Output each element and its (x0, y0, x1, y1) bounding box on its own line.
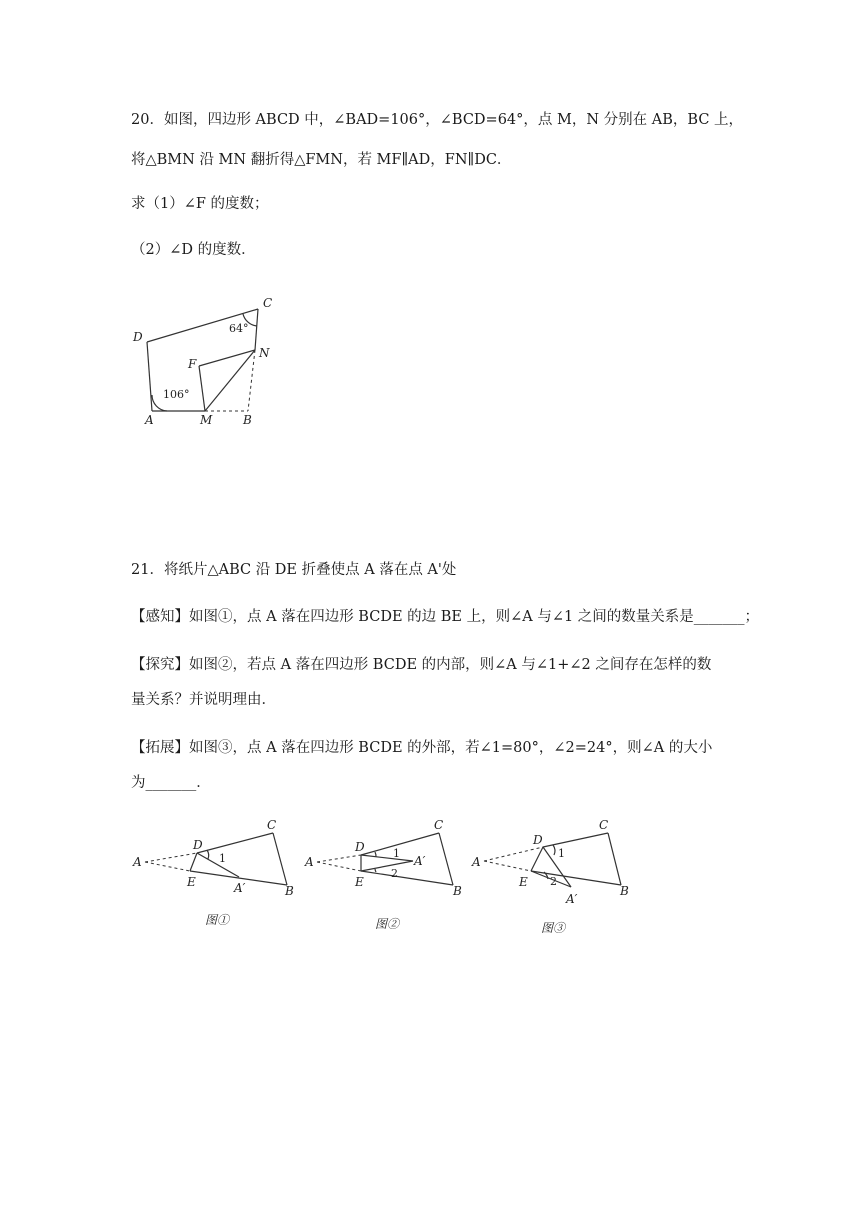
dashed-nb (248, 350, 255, 411)
q21-figure-1 (130, 815, 305, 940)
q20-line-4: （2）∠D 的度数． (131, 242, 256, 258)
fig1-angle-1: 1 (219, 852, 226, 865)
fig2-label-a-prime: A′ (414, 854, 426, 868)
angle-a-label: 106° (163, 388, 190, 401)
fig2-label-b: B (453, 884, 462, 898)
fig2-label-d: D (355, 840, 365, 854)
segment-fn (199, 350, 255, 366)
label-d: D (133, 330, 143, 344)
fig1-label-d: D (193, 838, 203, 852)
fig3-label-d: D (533, 833, 543, 847)
fig1-label-a-prime: A′ (234, 881, 246, 895)
q21-line-2: 【感知】如图①，点 A 落在四边形 BCDE 的边 BE 上，则∠A 与∠1 之间的数量关系是_______； (131, 609, 760, 625)
q21-figure-3 (468, 815, 643, 940)
fig3-angle-1: 1 (558, 847, 565, 860)
q21-line-4: 量关系？并说明理由． (131, 692, 276, 708)
fig3-angle-2: 2 (550, 875, 557, 888)
angle-c-label: 64° (229, 322, 249, 335)
q20-line-2: 将△BMN 沿 MN 翻折得△FMN，若 MF∥AD，FN∥DC． (131, 152, 512, 168)
label-f: F (188, 357, 197, 371)
segment-mn (205, 350, 255, 411)
q21-line-6: 为_______． (131, 775, 211, 791)
q21-figure-2 (300, 815, 475, 940)
fig3-label-c: C (599, 818, 609, 832)
fig1-label-a: A (133, 855, 142, 869)
q21-line-1: 21．将纸片△ABC 沿 DE 折叠使点 A 落在点 A'处 (131, 562, 457, 578)
label-c: C (263, 296, 273, 310)
fig3-label-e: E (519, 875, 528, 889)
q20-line-1: 20．如图，四边形 ABCD 中，∠BAD=106°，∠BCD=64°，点 M，N 分别在 AB，BC 上， (131, 112, 744, 128)
label-b: B (243, 413, 252, 427)
fig3-label-a-prime: A′ (566, 892, 578, 906)
fig2-caption: 图② (375, 917, 400, 931)
fig2-label-a: A (305, 855, 314, 869)
fig2-angle-1: 1 (393, 847, 400, 860)
fig1-label-c: C (267, 818, 277, 832)
fig3-label-b: B (620, 884, 629, 898)
fig2-label-c: C (434, 818, 444, 832)
fig3-label-a: A (472, 855, 481, 869)
q20-figure (125, 290, 285, 430)
segment-mf (199, 366, 205, 411)
q21-line-3: 【探究】如图②，若点 A 落在四边形 BCDE 的内部，则∠A 与∠1+∠2 之间存在怎样的数 (131, 657, 712, 673)
label-a: A (145, 413, 154, 427)
side-cn (255, 309, 258, 350)
fig1-label-e: E (187, 875, 196, 889)
q21-line-5: 【拓展】如图③，点 A 落在四边形 BCDE 的外部，若∠1=80°，∠2=24°，则∠A 的大小 (131, 740, 713, 756)
label-m: M (200, 413, 213, 427)
fig2-label-e: E (355, 875, 364, 889)
fig2-angle-2: 2 (391, 867, 398, 880)
q20-line-3: 求（1）∠F 的度数； (131, 196, 269, 212)
side-da (147, 342, 152, 411)
label-n: N (259, 346, 270, 360)
fig1-label-b: B (285, 884, 294, 898)
fig3-caption: 图③ (541, 921, 566, 935)
fig1-caption: 图① (205, 913, 230, 927)
